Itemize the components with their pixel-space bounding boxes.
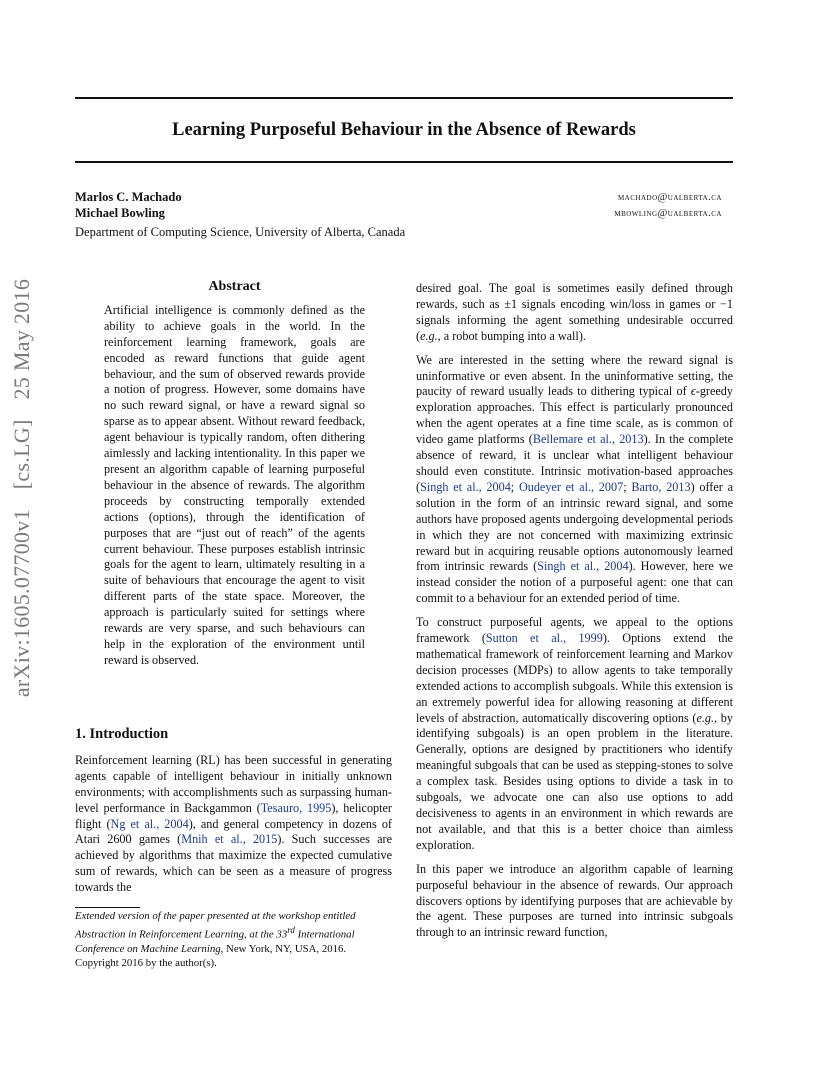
citation-link[interactable]: Singh et al., 2004 — [537, 559, 629, 574]
epsilon-symbol: ϵ — [690, 384, 696, 399]
abstract — [104, 279, 365, 669]
citation-link[interactable]: Ng et al., 2004 — [110, 816, 189, 831]
paragraph — [416, 615, 733, 854]
text-run: ), helicopter flight ( — [75, 800, 392, 831]
text-run: by identifying subgoals) is an open problem in the literature. Generally, options are designed by practitioners who identify meaningful subgoals that can be used as stepping-stones to solve a complex task. Besides using options to divide a task in to subgoals, we advocate one can also use options to add decisiveness to agents in an environment in which rewards are not available, and that this is a better choice than aimless exploration. — [416, 710, 733, 852]
text-run: We are interested in the setting where the reward signal is uninformative or even absent. In the uninformative setting, the paucity of reward usually leads to dithering typical of — [416, 352, 733, 399]
intro-paragraph — [75, 753, 392, 896]
author-email: machado@ualberta.ca — [617, 192, 722, 203]
text-run: e.g., — [420, 328, 441, 343]
right-column — [416, 281, 733, 949]
author-name: Marlos C. Machado — [75, 190, 182, 204]
text-run: -greedy exploration approaches. This effect is particularly pronounced when the agent operates at a fine time scale, as is common of video game platforms ( — [416, 384, 733, 447]
title-rule-top — [75, 97, 733, 99]
citation-link[interactable]: Oudeyer et al., 2007 — [518, 479, 624, 494]
footnote-rule — [75, 907, 140, 908]
paragraph: In this paper we introduce an algorithm capable of learning purposeful behaviour in the absence of rewards. Our approach discovers options by identifying purposes that are achievable by the agent. These purposes are turned into intrinsic subgoals through to an intrinsic reward function, — [416, 861, 733, 940]
citation-link[interactable]: Singh et al., 2004 — [420, 479, 511, 494]
citation-link[interactable]: Tesauro, 1995 — [260, 800, 332, 815]
footnote — [75, 909, 392, 970]
author-email: mbowling@ualberta.ca — [614, 208, 722, 219]
introduction-section — [75, 727, 392, 896]
citation-link[interactable]: Sutton et al., 1999 — [485, 631, 603, 646]
arxiv-id: arXiv:1605.07700v1 — [9, 509, 34, 698]
text-run: ). However, here we instead consider the notion of a purposeful agent: one that can commit to a behaviour for an extended period of time. — [416, 559, 733, 606]
text-run: ) offer a solution in the form of an intrinsic reward signal, and some authors have proposed agents undergoing developmental periods in which they are not concerned with maximizing extrinsic reward but in acquiring reusable options autonomously learned from intrinsic rewards ( — [416, 479, 733, 574]
text-run: ). Such successes are achieved by algorithms that maximize the expected cumulative sum of rewards, which can be seen as a measure of progress towards the — [75, 832, 392, 895]
text-run: ), and general competency in dozens of Atari 2600 games ( — [75, 816, 392, 847]
author-name: Michael Bowling — [75, 206, 165, 220]
arxiv-stamp — [9, 263, 35, 713]
citation-link[interactable]: Mnih et al., 2015 — [181, 832, 278, 847]
text-run: a robot bumping into a wall). — [440, 328, 586, 343]
arxiv-date: 25 May 2016 — [9, 278, 34, 400]
footnote-italic: Extended version of the paper presented at the workshop entitled Abstraction in Reinforcement Learning, at the — [75, 910, 356, 941]
text-run: Reinforcement learning (RL) has been successful in generating agents capable of intelligent behaviour in initially unknown environments; with accomplishments such as surpassing human-level performance in Backgammon ( — [75, 752, 392, 815]
footnote-ordinal: 33 — [276, 928, 288, 941]
text-run: e.g., — [696, 710, 718, 725]
abstract-heading: Abstract — [208, 279, 261, 294]
text-run: ; — [510, 479, 519, 494]
footnote-text: , New York, NY, USA, 2016. Copyright 2016 by the author(s). — [75, 942, 347, 969]
text-run: ). Options extend the mathematical framework of reinforcement learning and Markov decision processes (MDPs) to allow agents to take temporally extended actions to accomplish subgoals. While this extension is an extremely powerful idea for allowing reasoning at different levels of abstraction, automatically discovering options ( — [416, 631, 733, 725]
section-heading: 1. Introduction — [75, 726, 169, 742]
text-run: desired goal. The goal is sometimes easily defined through rewards, such as ±1 signals encoding win/loss in games or −1 signals informing the agent something undesirable occurred ( — [416, 281, 733, 343]
citation-link[interactable]: Barto, 2013 — [631, 479, 691, 494]
abstract-text: Artificial intelligence is commonly defined as the ability to achieve goals in the world. In the reinforcement learning framework, goals are encoded as reward functions that guide agent behaviour, and the sum of observed rewards provide a notion of progress. However, some domains have no such reward signal, or have a reward signal so sparse as to appear absent. Without reward feedback, agent behaviour is typically random, often dithering aimlessly and lacking intentionality. In this paper we present an algorithm capable of learning purposeful behaviour in the absence of rewards. The algorithm proceeds by constructing temporally extended actions (options), through the identification of purposes that are “just out of reach” of the agents current behaviour. These purposes establish intrinsic goals for the agent to learn, ultimately resulting in a suite of behaviours that encourage the agent to visit different parts of the state space. Moreover, the approach is particularly suited for settings where rewards are very sparse, and such behaviours can help in the exploration of the environment until reward is observed. — [104, 302, 365, 667]
title-rule-bottom — [75, 161, 733, 163]
paragraph — [416, 281, 733, 345]
paper-title: Learning Purposeful Behaviour in the Absence of Rewards — [172, 120, 636, 140]
citation-link[interactable]: Bellemare et al., 2013 — [532, 432, 644, 447]
text-run: ; — [623, 479, 632, 494]
footnote-ordinal-suffix: rd — [287, 925, 295, 936]
text-run: ). In the complete absence of reward, it is unclear what intelligent behaviour should even constitute. Intrinsic motivation-based approaches ( — [416, 432, 733, 494]
text-run: To construct purposeful agents, we appeal to the options framework ( — [416, 615, 733, 646]
paragraph — [416, 353, 733, 608]
footnote-italic: International Conference on Machine Learning — [75, 928, 355, 955]
affiliation: Department of Computing Science, University of Alberta, Canada — [75, 225, 406, 239]
arxiv-category: [cs.LG] — [9, 419, 34, 490]
